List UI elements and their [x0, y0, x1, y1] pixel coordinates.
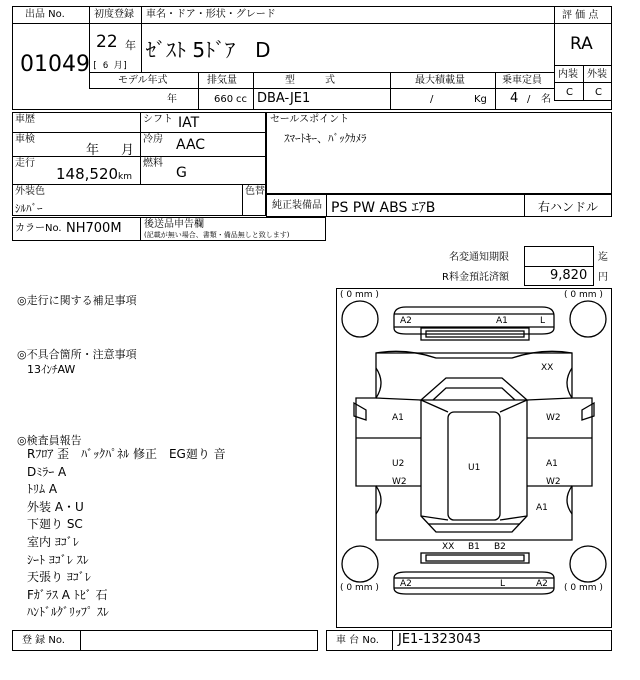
details-block — [12, 112, 266, 216]
inspector-line: 外装 A・U — [27, 499, 84, 514]
inspector-line: ﾄﾘﾑ A — [27, 482, 58, 497]
interior-value: C — [566, 87, 573, 98]
tire-label-bl: ( 0 mm ) — [340, 583, 379, 593]
ac-label: 冷房 — [143, 134, 163, 145]
divider — [495, 72, 496, 110]
shift-value: IAT — [178, 115, 200, 131]
post-report-label: 後送品申告欄 — [144, 219, 204, 230]
tire-front-left — [342, 301, 378, 337]
mileage-unit: km — [118, 172, 132, 182]
divider — [242, 184, 243, 216]
tire-label-tl: ( 0 mm ) — [340, 290, 379, 300]
running-heading: ◎走行に関する補足事項 — [17, 294, 137, 307]
divider — [89, 88, 554, 89]
divider — [390, 72, 391, 110]
tire-label-tr: ( 0 mm ) — [564, 290, 603, 300]
lot-number: 01049 — [20, 52, 90, 77]
divider — [12, 156, 266, 157]
left-front-door-label: A1 — [392, 413, 404, 423]
divider — [12, 132, 266, 133]
front-bumper — [394, 307, 554, 334]
lot-label: 出品 No. — [25, 9, 65, 20]
ac-value: AAC — [176, 137, 206, 153]
mileage-value: 148,520 — [56, 165, 119, 183]
divider — [583, 65, 584, 100]
inspector-heading: ◎検査員報告 — [17, 434, 82, 447]
arch — [376, 486, 381, 514]
displacement-unit: cc — [236, 94, 247, 105]
color-label: 外装色 — [15, 186, 45, 197]
roof-label: U1 — [468, 463, 481, 473]
recycle-label: R料金預託済額 — [442, 272, 509, 283]
steering-value: 右ハンドル — [538, 200, 599, 214]
type-label: 型 式 — [285, 75, 335, 86]
right-rear-door-label-2: W2 — [546, 477, 561, 487]
shift-label: シフト — [143, 114, 173, 125]
divider — [140, 112, 141, 184]
arch — [567, 368, 572, 398]
car-name: ｾﾞｽﾄ 5ﾄﾞｱ D — [146, 38, 271, 62]
rear-bumper-left: A2 — [400, 579, 412, 589]
recolor-label: 色替 — [245, 186, 265, 197]
right-fender-label: XX — [541, 363, 554, 373]
tire-label-br: ( 0 mm ) — [564, 583, 603, 593]
equipment-label: 純正装備品 — [272, 200, 322, 211]
divider — [12, 184, 266, 185]
model-year-label: モデル年式 — [118, 75, 168, 86]
equipment-value: PS PW ABS ｴｱB — [331, 200, 436, 216]
front-bumper-left: A2 — [400, 316, 412, 326]
inspector-report-list — [27, 446, 317, 622]
rear-bumper — [394, 572, 554, 594]
divider — [392, 630, 393, 651]
front-bumper-mid: A1 — [496, 316, 508, 326]
divider — [89, 23, 554, 24]
tire-front-right — [570, 301, 606, 337]
sales-point-label: セールスポイント — [270, 114, 350, 125]
divider — [80, 630, 81, 651]
fuel-label: 燃料 — [143, 158, 163, 169]
grade-label: 評 価 点 — [562, 10, 599, 21]
inspector-line: Rﾌﾛｱ 歪 ﾊﾞｯｸﾊﾟﾈﾙ 修正 EG廻り 音 — [27, 447, 226, 461]
inspector-line: 室内 ﾖｺﾞﾚ — [27, 534, 79, 549]
color-no-value: NH700M — [66, 221, 122, 236]
divider — [326, 194, 327, 217]
rear-bumper-right: A2 — [536, 579, 548, 589]
max-load-value: / — [430, 94, 434, 105]
divider — [554, 6, 555, 100]
car-diagram-svg — [336, 288, 612, 628]
model-year-unit: 年 — [167, 94, 177, 105]
car-body — [356, 353, 592, 540]
post-report-note: (記載が無い場合、書類・備品無しと致します) — [144, 231, 290, 239]
divider — [554, 100, 612, 101]
registration-label: 登 録 No. — [22, 635, 65, 646]
inspection-label: 車検 — [15, 134, 35, 145]
name-change-unit: 迄 — [598, 252, 608, 263]
inspector-line: Dﾐﾗｰ A — [27, 464, 67, 479]
name-change-box — [524, 246, 594, 267]
rear-xx-label: XX — [442, 542, 455, 552]
tire-rear-left — [342, 546, 378, 582]
defects-heading: ◎不具合箇所・注意事項 — [17, 348, 137, 361]
max-load-label: 最大積載量 — [415, 75, 465, 86]
inspector-line: ﾊﾝﾄﾞﾙｸﾞﾘｯﾌﾟ ｽﾚ — [27, 605, 109, 620]
name-label: 車名・ドア・形状・グレード — [146, 9, 276, 20]
interior-label: 内装 — [558, 69, 578, 80]
inspection-year: 年 — [86, 143, 100, 158]
sales-point-value: ｽﾏｰﾄｷｰ、ﾊﾞｯｸｶﾒﾗ — [284, 132, 367, 145]
history-label: 車歴 — [15, 114, 35, 125]
rear-bumper-mid: L — [500, 579, 506, 589]
right-quarter-label: A1 — [536, 503, 548, 513]
color-no-label: カラーNo. — [15, 223, 62, 234]
hood-line — [376, 351, 572, 358]
mileage-label: 走行 — [15, 158, 35, 169]
left-rear-door-label-2: W2 — [392, 477, 407, 487]
rear-b1-label: B1 — [468, 542, 480, 552]
chassis-value: JE1-1323043 — [398, 632, 481, 647]
capacity-label: 乗車定員 — [502, 75, 542, 86]
color-value: ｼﾙﾊﾞｰ — [15, 202, 43, 215]
arch — [567, 486, 572, 514]
tire-rear-right — [570, 546, 606, 582]
chassis-label: 車 台 No. — [336, 635, 379, 646]
reg-label: 初度登録 — [94, 9, 134, 20]
name-change-label: 名変通知期限 — [449, 252, 509, 263]
recycle-unit: 円 — [598, 272, 608, 283]
divider — [141, 6, 142, 23]
divider — [524, 194, 525, 217]
divider — [141, 23, 142, 72]
divider — [198, 72, 199, 110]
capacity-sep: / — [527, 94, 531, 105]
year-unit: 年 — [125, 39, 136, 52]
type-value: DBA-JE1 — [257, 91, 311, 106]
inspector-line: 天張り ﾖｺﾞﾚ — [27, 570, 91, 585]
capacity-value: 4 — [510, 91, 519, 106]
inspection-month: 月 — [121, 143, 135, 158]
inspector-line: Fｶﾞﾗｽ A ﾄﾋﾞ 石 — [27, 587, 108, 602]
displacement-label: 排気量 — [207, 75, 237, 86]
capacity-unit: 名 — [541, 94, 551, 105]
recycle-value: 9,820 — [550, 268, 588, 283]
left-rear-door-label-1: U2 — [392, 459, 405, 469]
inspector-line: 下廻り SC — [27, 517, 83, 532]
inspector-line: ｼｰﾄ ﾖｺﾞﾚ ｽﾚ — [27, 552, 89, 567]
max-load-unit: Kg — [474, 94, 487, 105]
divider — [89, 72, 554, 73]
fuel-value: G — [176, 165, 187, 181]
exterior-label: 外装 — [587, 69, 607, 80]
grade-value: RA — [570, 34, 593, 54]
front-bumper-right: L — [540, 316, 546, 326]
reg-month: [ 6 月] — [92, 61, 129, 71]
right-front-door-label: W2 — [546, 413, 561, 423]
divider — [253, 72, 254, 110]
defects-line: 13ｲﾝﾁAW — [27, 363, 76, 376]
arch — [376, 368, 381, 398]
right-rear-door-label-1: A1 — [546, 459, 558, 469]
exterior-value: C — [595, 87, 602, 98]
displacement-value: 660 — [214, 94, 234, 105]
rear-b2-label: B2 — [494, 542, 506, 552]
damage-diagram — [336, 288, 612, 628]
divider — [12, 23, 89, 24]
divider — [140, 217, 141, 241]
divider — [554, 23, 612, 24]
reg-year: 22 — [96, 32, 118, 52]
